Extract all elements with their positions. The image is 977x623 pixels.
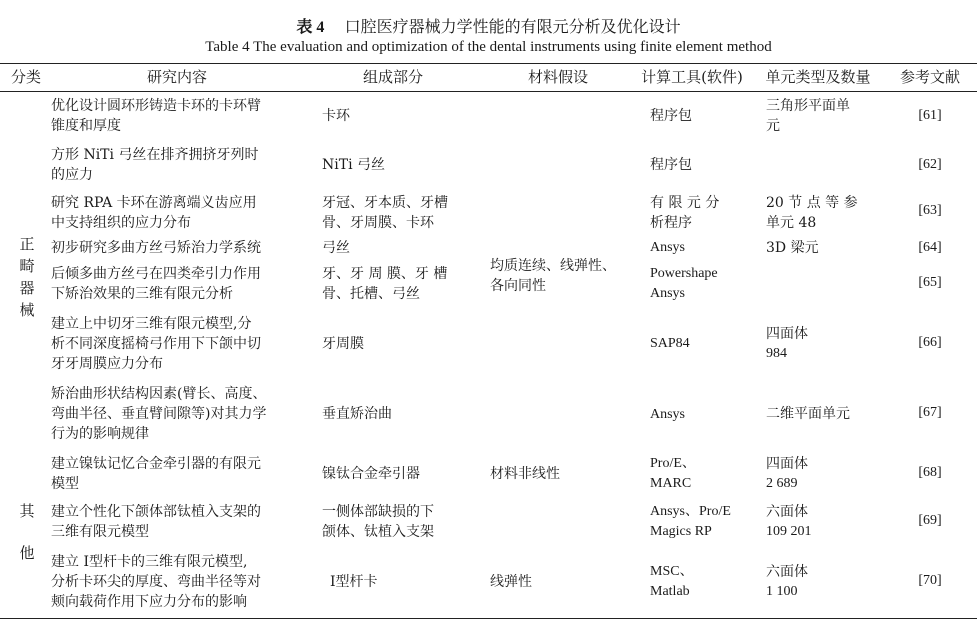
tool-cell: SAP84 xyxy=(650,336,690,351)
ref-cell: [70] xyxy=(918,573,942,588)
tool-cell: Ansys、Pro/E Magics RP xyxy=(650,504,731,539)
parts-cell: 垂直矫治曲 xyxy=(322,406,392,422)
tool-cell: MSC、 Matlab xyxy=(650,564,694,599)
material-cell-1: 均质连续、线弹性、 各向同性 xyxy=(490,258,616,294)
ref-cell: [69] xyxy=(918,513,942,528)
tool-cell: 程序包 xyxy=(650,108,692,124)
parts-cell: 弓丝 xyxy=(322,240,350,256)
parts-cell: 牙、牙 周 膜、牙 槽 骨、托槽、弓丝 xyxy=(322,266,448,302)
ref-cell: [67] xyxy=(918,405,942,420)
header-element: 单元类型及数量 xyxy=(765,68,871,86)
ref-cell: [65] xyxy=(918,275,942,290)
parts-cell: 卡环 xyxy=(322,108,350,124)
parts-cell: 牙冠、牙本质、牙槽 骨、牙周膜、卡环 xyxy=(322,195,448,231)
tool-cell: 有 限 元 分 析程序 xyxy=(650,195,720,231)
ref-cell: [62] xyxy=(918,157,942,172)
element-cell: 3D 梁元 xyxy=(766,240,819,256)
header-category: 分类 xyxy=(10,68,41,86)
tool-cell: Pro/E、 MARC xyxy=(650,456,696,491)
parts-cell: 牙周膜 xyxy=(322,336,364,352)
content-cell: 初步研究多曲方丝弓矫治力学系统 xyxy=(51,240,261,256)
content-cell: 建立个性化下颌体部钛植入支架的 三维有限元模型 xyxy=(51,504,261,540)
element-cell: 三角形平面单 元 xyxy=(766,98,850,134)
ref-cell: [68] xyxy=(918,465,942,480)
element-cell: 四面体 984 xyxy=(766,326,808,361)
tool-cell: 程序包 xyxy=(650,157,692,173)
group-label-orthodontic: 正 畸 器 械 xyxy=(19,235,35,319)
content-cell: 研究 RPA 卡环在游离端义齿应用 中支持组织的应力分布 xyxy=(51,195,257,231)
header-rule xyxy=(0,91,977,92)
header-tool: 计算工具(软件) xyxy=(641,68,743,86)
content-cell: 后倾多曲方丝弓在四类牵引力作用 下矫治效果的三维有限元分析 xyxy=(51,266,261,302)
content-cell: 建立镍钛记忆合金牵引器的有限元 模型 xyxy=(51,456,261,492)
header-material: 材料假设 xyxy=(527,68,588,86)
table-title-en: Table 4 The evaluation and optimization of the dental instruments using finite element method xyxy=(205,39,772,55)
element-cell: 20 节 点 等 参 单元 48 xyxy=(766,195,858,231)
ref-cell: [63] xyxy=(918,203,942,218)
parts-cell: 一侧体部缺损的下 颌体、钛植入支架 xyxy=(322,504,434,540)
ref-cell: [66] xyxy=(918,335,942,350)
material-cell-2: 材料非线性 xyxy=(490,466,560,482)
element-cell: 二维平面单元 xyxy=(766,406,850,422)
content-cell: 方形 NiTi 弓丝在排齐拥挤牙列时 的应力 xyxy=(51,147,259,183)
table-title-cn-text: 口腔医疗器械力学性能的有限元分析及优化设计 xyxy=(344,17,681,36)
ref-cell: [61] xyxy=(918,108,942,123)
ref-cell: [64] xyxy=(918,240,942,255)
element-cell: 六面体 1 100 xyxy=(766,564,808,599)
tool-cell: Ansys xyxy=(650,240,686,255)
group-label-other: 其 他 xyxy=(19,502,35,562)
parts-cell: I型杆卡 xyxy=(330,574,378,590)
content-cell: 矫治曲形状结构因素(臂长、高度、 弯曲半径、垂直臂间隙等)对其力学 行为的影响规律 xyxy=(51,386,267,442)
table-title-cn xyxy=(0,14,977,37)
element-cell: 六面体 109 201 xyxy=(766,504,812,539)
parts-cell: 镍钛合金牵引器 xyxy=(322,466,420,482)
content-cell: 建立上中切牙三维有限元模型,分 析不同深度摇椅弓作用下下颌中切 牙牙周膜应力分布 xyxy=(51,316,261,372)
bottom-rule xyxy=(0,618,977,619)
parts-cell: NiTi 弓丝 xyxy=(322,157,385,173)
element-cell: 四面体 2 689 xyxy=(766,456,808,491)
top-rule xyxy=(0,63,977,64)
tool-cell: Powershape Ansys xyxy=(650,266,718,301)
content-cell: 建立 I型杆卡的三维有限元模型, 分析卡环尖的厚度、弯曲半径等对 颊向载荷作用下应力分布的影响 xyxy=(51,554,261,610)
header-research-content: 研究内容 xyxy=(146,68,207,86)
table-number: 表 4 xyxy=(296,19,325,36)
material-cell-3: 线弹性 xyxy=(490,574,532,590)
tool-cell: Ansys xyxy=(650,407,686,422)
header-components: 组成部分 xyxy=(362,68,423,86)
header-ref: 参考文献 xyxy=(899,68,960,86)
content-cell: 优化设计圆环形铸造卡环的卡环臂 锥度和厚度 xyxy=(51,98,261,134)
